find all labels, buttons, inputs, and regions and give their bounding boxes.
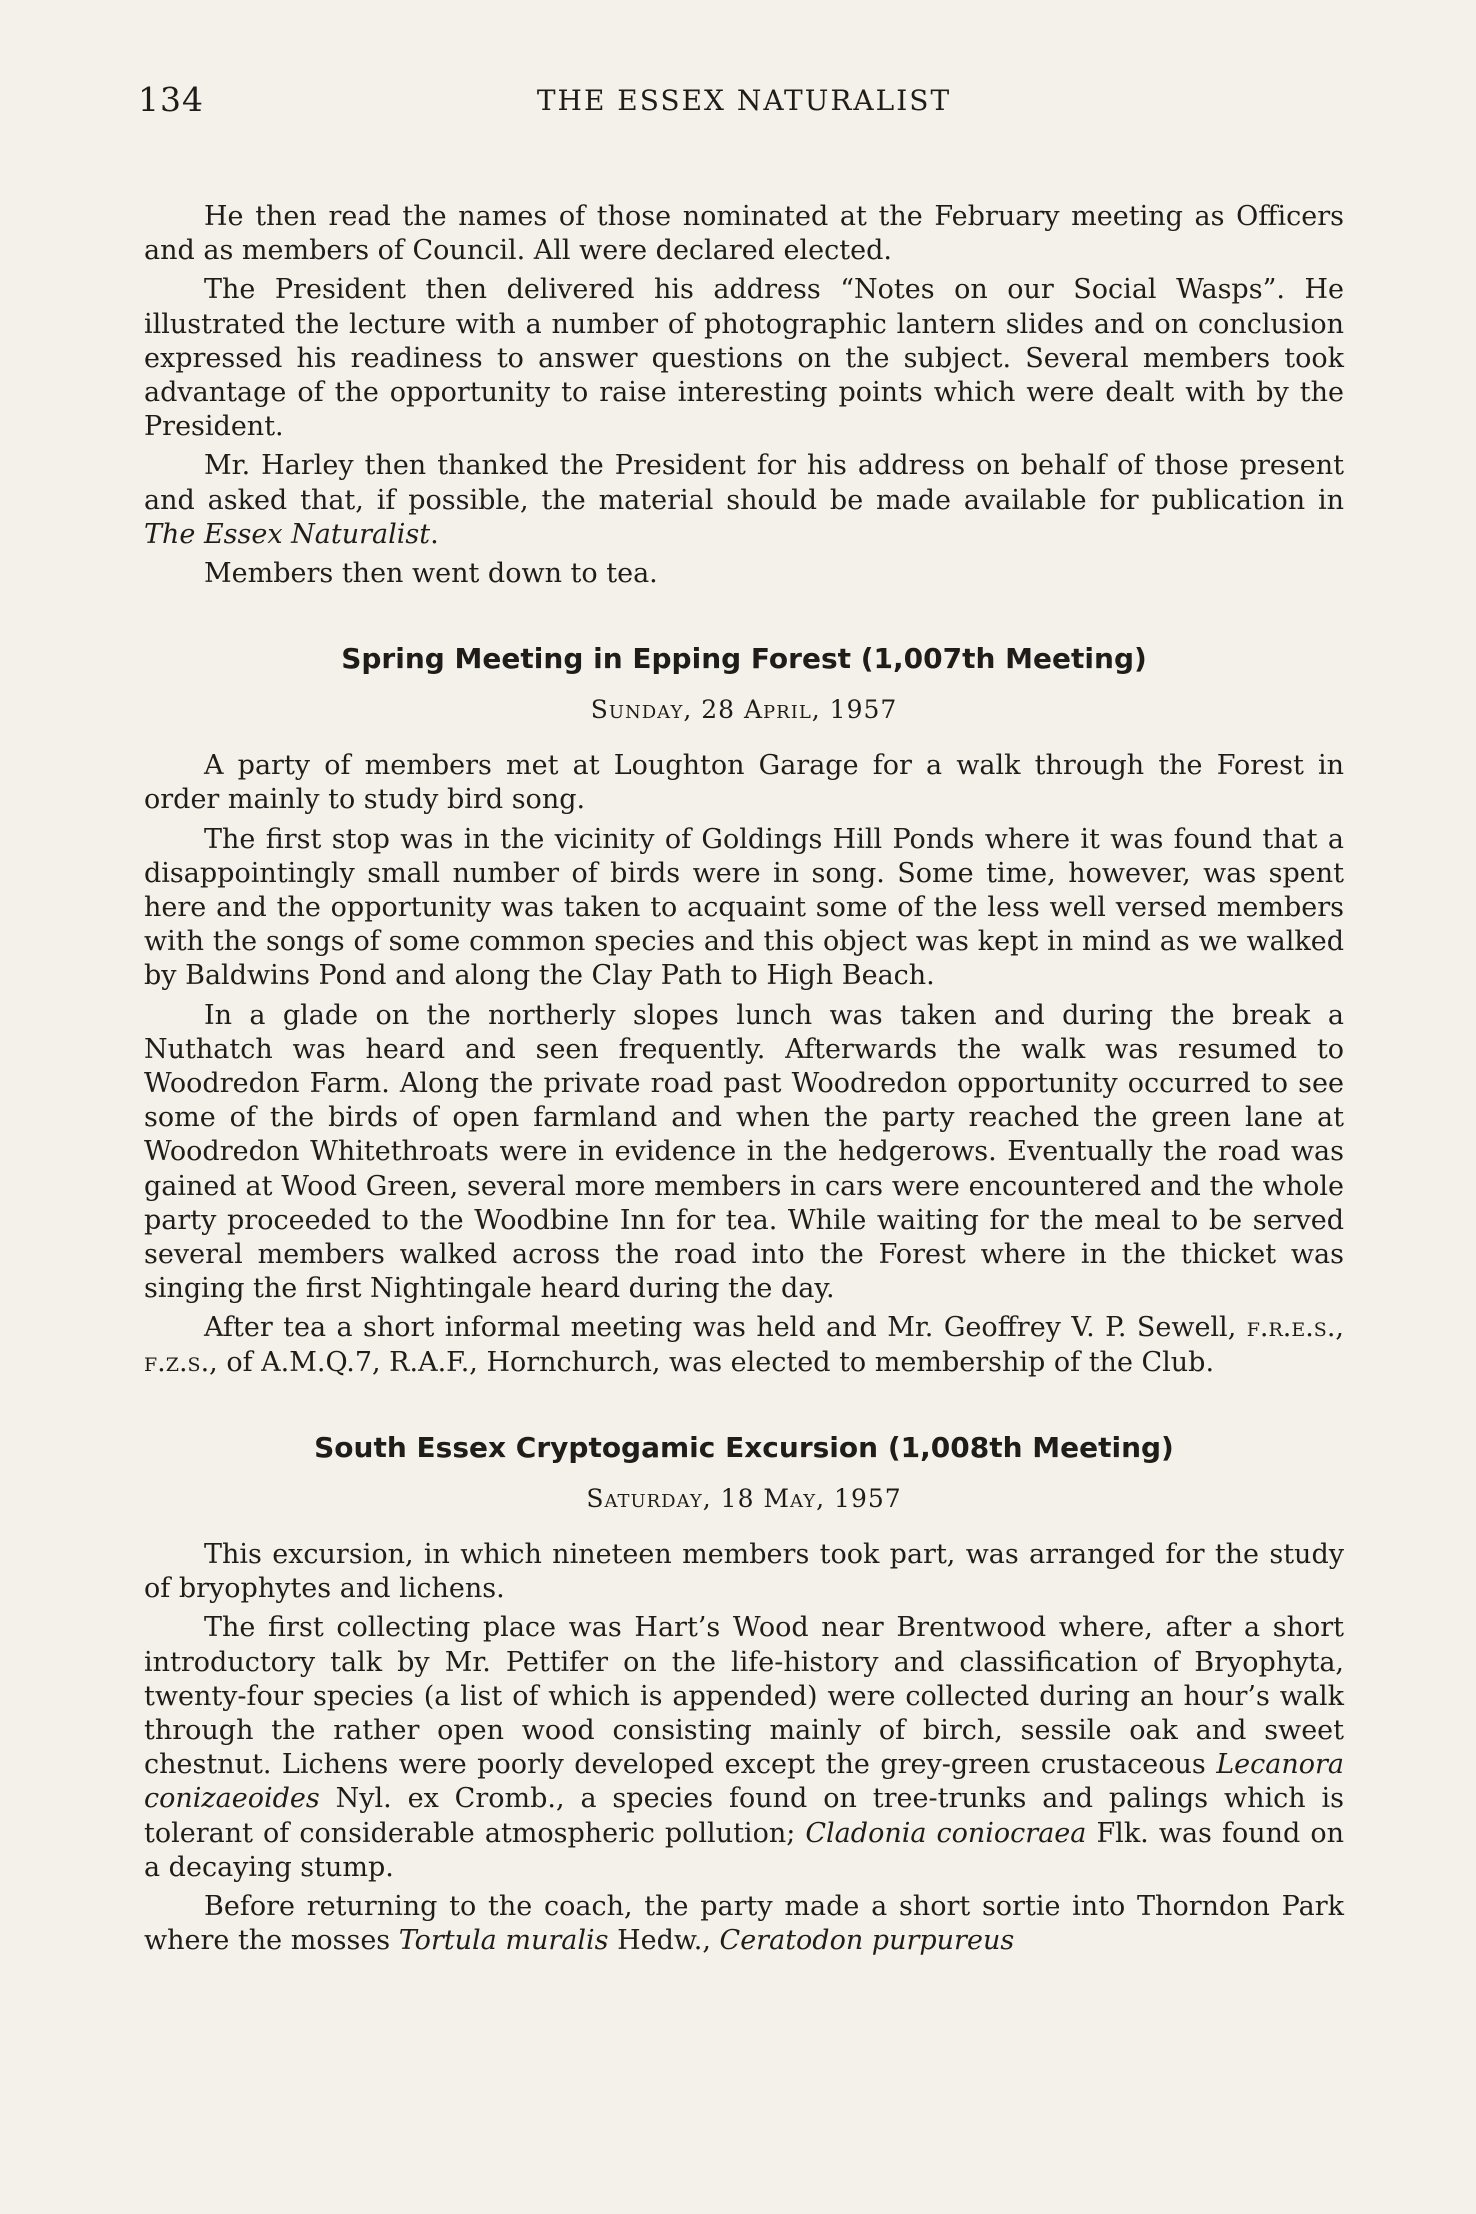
- paragraph-text: Hedw.,: [608, 1925, 720, 1957]
- page-content: [138, 80, 1344, 1963]
- section-date: Sunday, 28 April, 1957: [590, 695, 898, 725]
- section-cryptogamic-excursion: [144, 1430, 1344, 1958]
- species-name-italic: Tortula muralis: [398, 1925, 609, 1957]
- paragraph-text: After tea a short informal meeting was held and Mr. Geoffrey V. P. Sewell,: [204, 1312, 1247, 1344]
- paragraph: A party of members met at Loughton Garage for a walk through the Forest in order mainly to study bird song.: [144, 750, 1344, 816]
- paragraph: [144, 1311, 1344, 1379]
- section-spring-meeting: [144, 641, 1344, 1380]
- paragraph-text: Before returning to the coach, the party made a short sortie into Thorndon Park where the mosses: [144, 1890, 1344, 1957]
- paragraph: [144, 1611, 1344, 1885]
- running-header: [138, 80, 1344, 130]
- journal-title: THE ESSEX NATURALIST: [536, 84, 952, 117]
- page-number: 134: [138, 80, 204, 119]
- paragraph: In a glade on the northerly slopes lunch was taken and during the break a Nuthatch was heard and seen frequently. Afterwards the walk was resumed to Woodredon Farm. Along the private road past Woodredon opportunity occurred to see some of the birds of open farmland and when the party reached the green lane at Woodredon Whitethroats were in evidence in the hedgerows. Eventually the road was gained at Wood Green, several more members in cars were encountered and the whole party proceeded to the Woodbine Inn for tea. While waiting for the meal to be served several members walked across the road into the Forest where in the thicket was singing the first Nightingale heard during the day.: [144, 999, 1344, 1305]
- paragraph: The President then delivered his address “Notes on our Social Wasps”. He illustrated the lecture with a number of photographic lantern slides and on conclusion expressed his readiness to answer questions on the subject. Several members took advantage of the opportunity to raise interesting points which were dealt with by the President.: [144, 274, 1344, 443]
- journal-name-italic: The Essex Naturalist: [144, 518, 431, 550]
- section-title: Spring Meeting in Epping Forest (1,007th Meeting): [341, 642, 1147, 676]
- paragraph-text: The first collecting place was Hart’s Wood near Brentwood where, after a short introductory talk by Mr. Pettifer on the life-history and classification of Bryophyta, twenty-four species (a list of which is appended) were collected during an hour’s walk through the rather open wood consisting mainly of birch, sessile oak and sweet chestnut. Lichens were poorly developed except the grey-green crustaceous: [144, 1612, 1344, 1781]
- paragraph: [144, 449, 1344, 552]
- section-title: South Essex Cryptogamic Excursion (1,008th Meeting): [314, 1430, 1174, 1464]
- intro-text: [144, 200, 1344, 591]
- species-name-italic: Lecanora conizaeoides: [144, 1749, 1344, 1815]
- paragraph-text: , of A.M.Q.7, R.A.F., Hornchurch, was elected to membership of the Club.: [209, 1346, 1215, 1378]
- paragraph-text: Nyl. ex Cromb., a species found on tree-trunks and palings which is tolerant of considerable atmospheric pollution;: [144, 1783, 1344, 1849]
- section-date: Saturday, 18 May, 1957: [586, 1483, 902, 1513]
- paragraph: Members then went down to tea.: [204, 558, 658, 590]
- paragraph: [144, 1890, 1344, 1958]
- species-name-italic: Ceratodon purpureus: [719, 1925, 1015, 1957]
- species-name-italic: Cladonia coniocraea: [805, 1817, 1087, 1849]
- paragraph-text: .: [430, 518, 439, 550]
- paragraph-text: Mr. Harley then thanked the President for his address on behalf of those present and asked that, if possible, the material should be made available for publication in: [144, 450, 1344, 516]
- honours-smallcaps: f.r.e.s., f.z.s.: [144, 1312, 1344, 1378]
- paragraph-text: Flk. was found on a decaying stump.: [144, 1817, 1344, 1883]
- paragraph: This excursion, in which nineteen members took part, was arranged for the study of bryophytes and lichens.: [144, 1538, 1344, 1605]
- paragraph: He then read the names of those nominated at the February meeting as Officers and as members of Council. All were declared elected.: [144, 201, 1344, 267]
- paragraph: The first stop was in the vicinity of Goldings Hill Ponds where it was found that a disappointingly small number of birds were in song. Some time, however, was spent here and the opportunity was taken to acquaint some of the less well versed members with the songs of some common species and this object was kept in mind as we walked by Baldwins Pond and along the Clay Path to High Beach.: [144, 823, 1344, 992]
